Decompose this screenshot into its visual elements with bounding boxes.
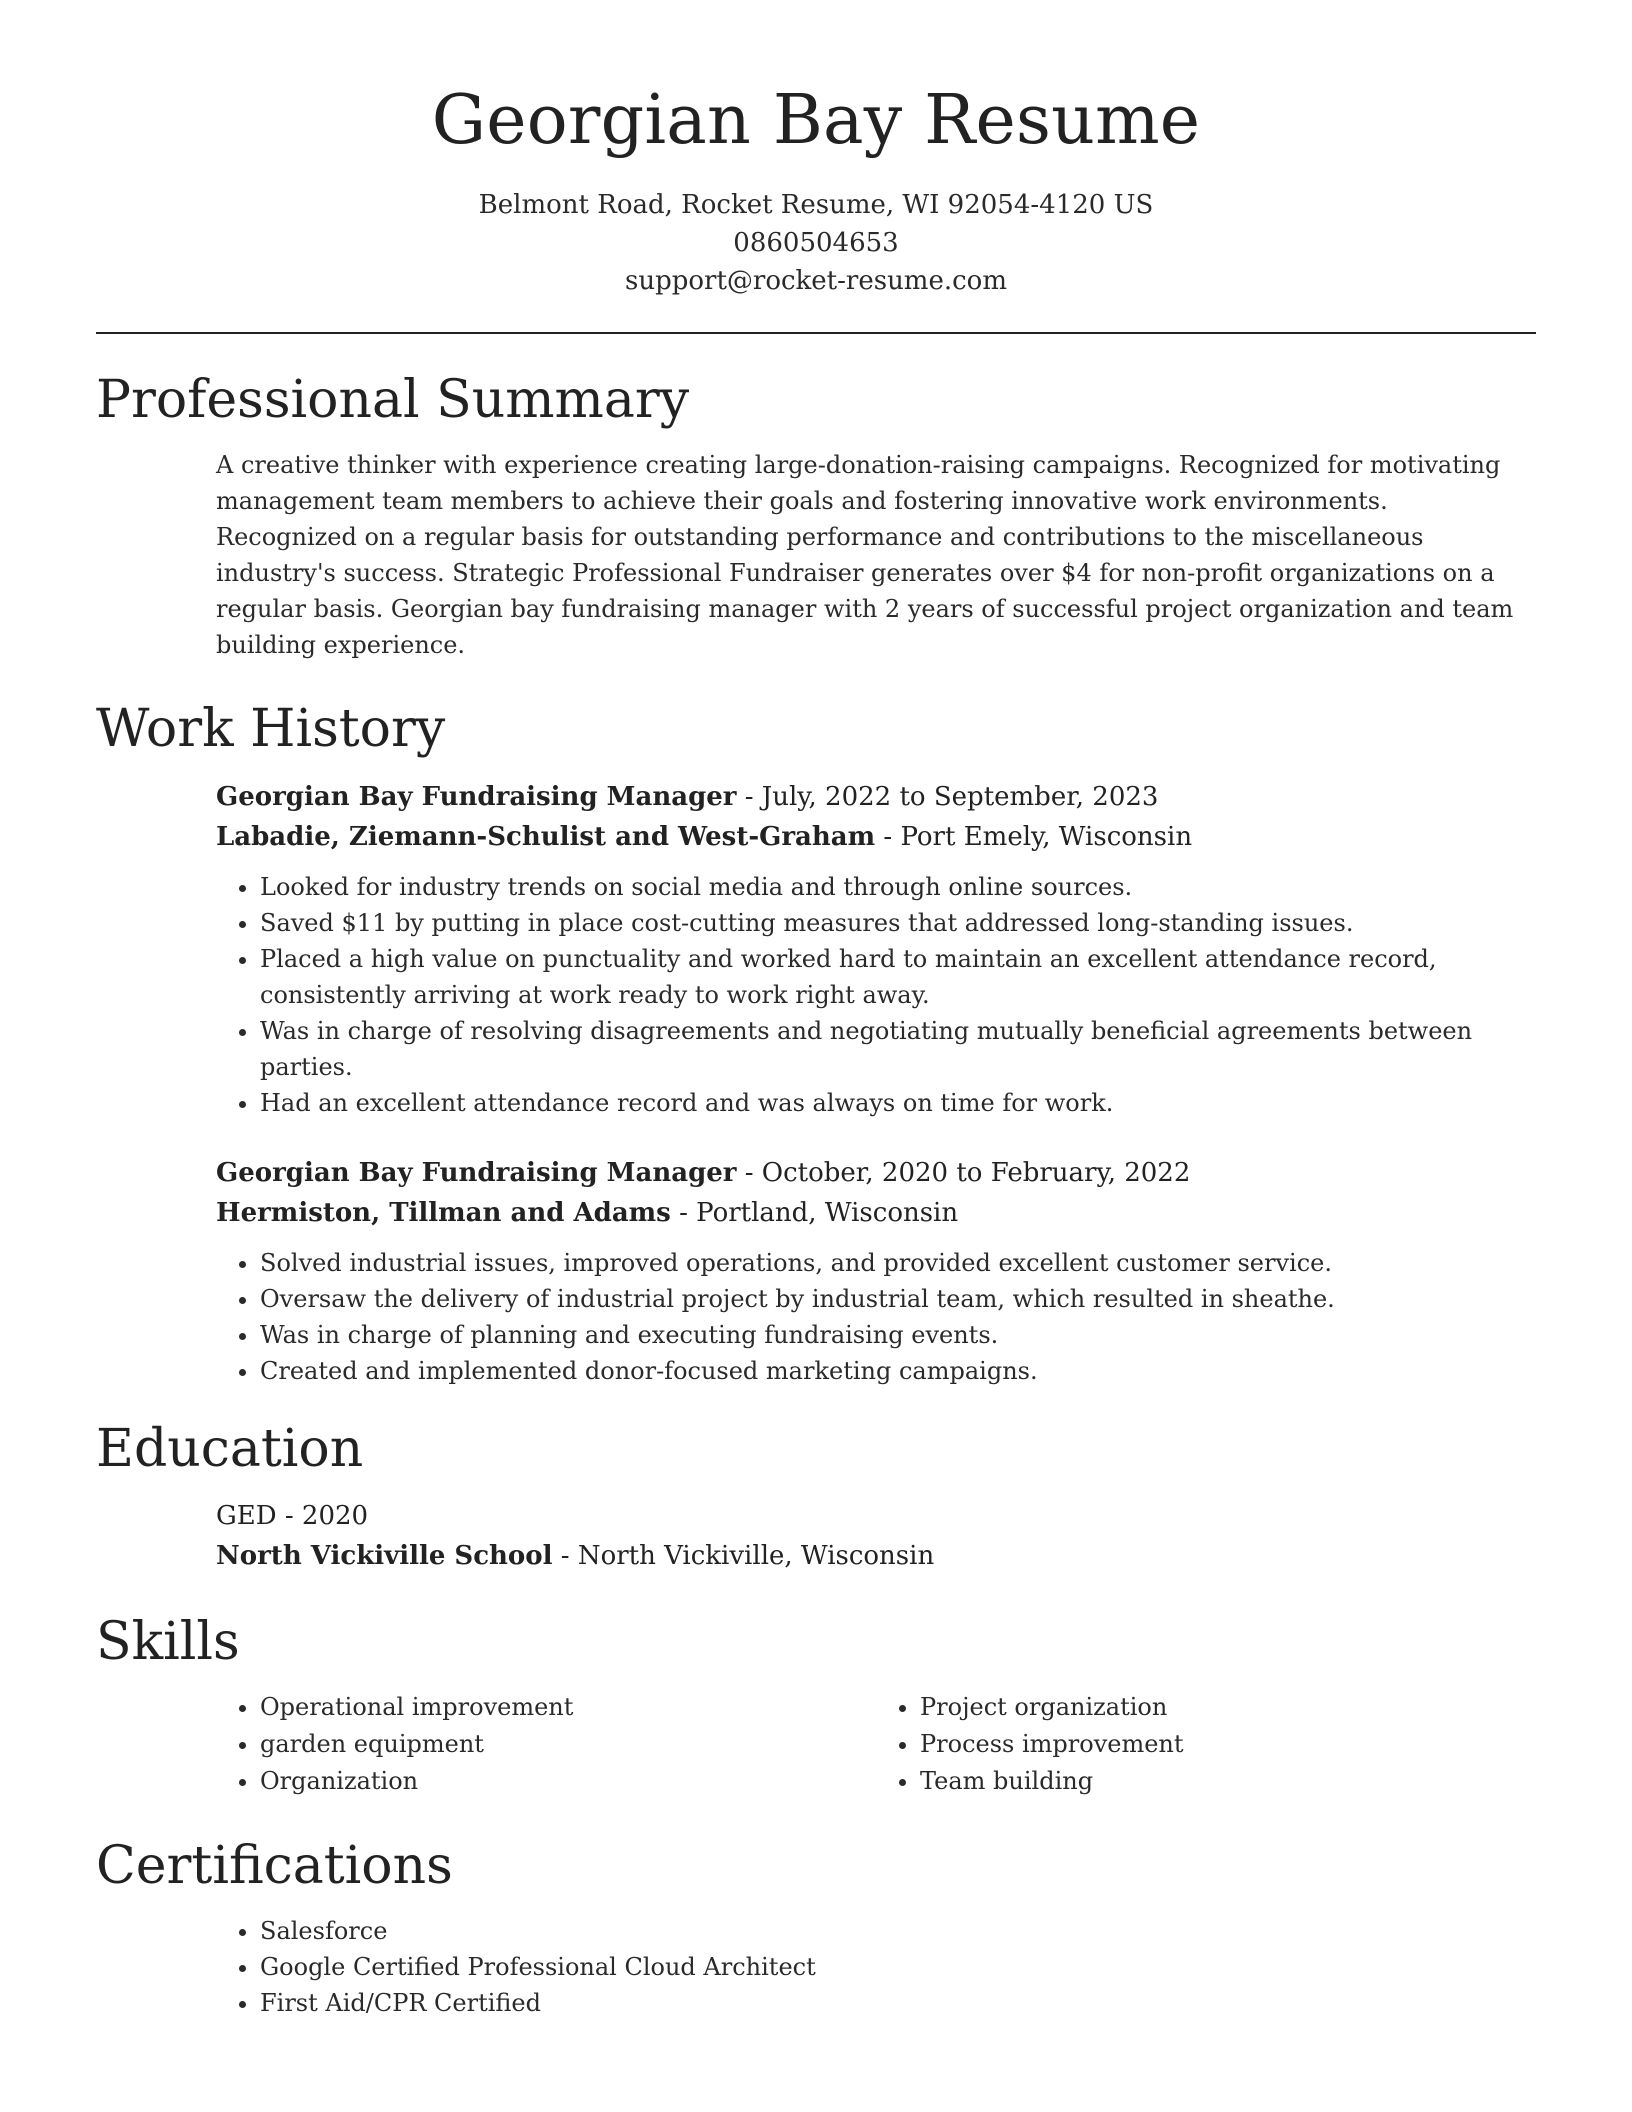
job-bullet-list (216, 869, 1536, 1121)
job-location: - Portland, Wisconsin (670, 1197, 959, 1228)
contact-block (96, 186, 1536, 300)
job-location: - Port Emely, Wisconsin (875, 821, 1193, 852)
contact-address: Belmont Road, Rocket Resume, WI 92054-4120 US (478, 190, 1154, 221)
skills-section (96, 1611, 1536, 1800)
skills-list-left (216, 1689, 876, 1800)
skill-item: • Team building (920, 1763, 1536, 1800)
skill-item: • Operational improvement (260, 1689, 876, 1726)
job-bullet: • Oversaw the delivery of industrial project by industrial team, which resulted in sheathe. (260, 1281, 1536, 1317)
education-degree: GED (216, 1500, 277, 1531)
certification-item: • First Aid/CPR Certified (260, 1985, 1536, 2021)
section-title-work: Work History (96, 699, 446, 760)
certification-item: • Salesforce (260, 1913, 1536, 1949)
job-title-line (216, 1153, 1536, 1193)
summary-text: A creative thinker with experience creating large-donation-raising campaigns. Recognized for motivating management team members to achieve their goals and fostering innovative work environments. Recognized on a regular basis for outstanding performance and contributions to the miscellaneous industry's success. Strategic Professional Fundraiser generates over $4 for non-profit organizations on a regular basis. Georgian bay fundraising manager with 2 years of successful project organization and team building experience. (216, 451, 1514, 660)
job-bullet: • Was in charge of resolving disagreements and negotiating mutually beneficial agreements between parties. (260, 1013, 1536, 1085)
section-title-certifications: Certifications (96, 1835, 453, 1896)
job-bullet: • Created and implemented donor-focused marketing campaigns. (260, 1353, 1536, 1389)
job-bullet: • Looked for industry trends on social media and through online sources. (260, 869, 1536, 905)
education-school: North Vickiville School (216, 1540, 553, 1571)
header-divider (96, 332, 1536, 334)
education-section (96, 1418, 1536, 1576)
job-bullet: • Solved industrial issues, improved operations, and provided excellent customer service. (260, 1245, 1536, 1281)
section-title-summary: Professional Summary (96, 370, 690, 431)
section-title-skills: Skills (96, 1611, 240, 1672)
contact-email: support@rocket-resume.com (624, 266, 1007, 297)
education-year: - 2020 (276, 1500, 369, 1531)
certifications-list (216, 1913, 1536, 2021)
job-role: Georgian Bay Fundraising Manager (216, 1157, 737, 1188)
work-history-section (96, 701, 1536, 1388)
skill-item: • garden equipment (260, 1726, 876, 1763)
job-dates: - July, 2022 to September, 2023 (736, 781, 1159, 812)
job-entry (216, 1153, 1536, 1389)
professional-summary-section (96, 372, 1536, 663)
job-company: Labadie, Ziemann-Schulist and West-Graham (216, 821, 876, 852)
education-degree-line (216, 1496, 1536, 1536)
section-title-education: Education (96, 1418, 364, 1479)
resume-header (96, 0, 1536, 300)
skills-grid (216, 1689, 1536, 1800)
job-dates: - October, 2020 to February, 2022 (736, 1157, 1191, 1188)
certifications-section (96, 1835, 1536, 2021)
job-bullet: • Placed a high value on punctuality and worked hard to maintain an excellent attendance record, consistently arriving at work ready to work right away. (260, 941, 1536, 1013)
skill-item: • Process improvement (920, 1726, 1536, 1763)
job-company-line (216, 1193, 1536, 1233)
job-bullet: • Was in charge of planning and executing fundraising events. (260, 1317, 1536, 1353)
job-company: Hermiston, Tillman and Adams (216, 1197, 671, 1228)
education-school-line (216, 1536, 1536, 1576)
skill-item: • Organization (260, 1763, 876, 1800)
candidate-name: Georgian Bay Resume (431, 81, 1201, 160)
education-location: - North Vickiville, Wisconsin (552, 1540, 935, 1571)
contact-phone: 0860504653 (733, 228, 899, 259)
job-entry (216, 777, 1536, 1121)
certification-item: • Google Certified Professional Cloud Architect (260, 1949, 1536, 1985)
job-bullet-list (216, 1245, 1536, 1389)
job-title-line (216, 777, 1536, 817)
skill-item: • Project organization (920, 1689, 1536, 1726)
skills-list-right (876, 1689, 1536, 1800)
job-bullet: • Saved $11 by putting in place cost-cutting measures that addressed long-standing issues. (260, 905, 1536, 941)
job-role: Georgian Bay Fundraising Manager (216, 781, 737, 812)
job-company-line (216, 817, 1536, 857)
job-bullet: • Had an excellent attendance record and was always on time for work. (260, 1085, 1536, 1121)
